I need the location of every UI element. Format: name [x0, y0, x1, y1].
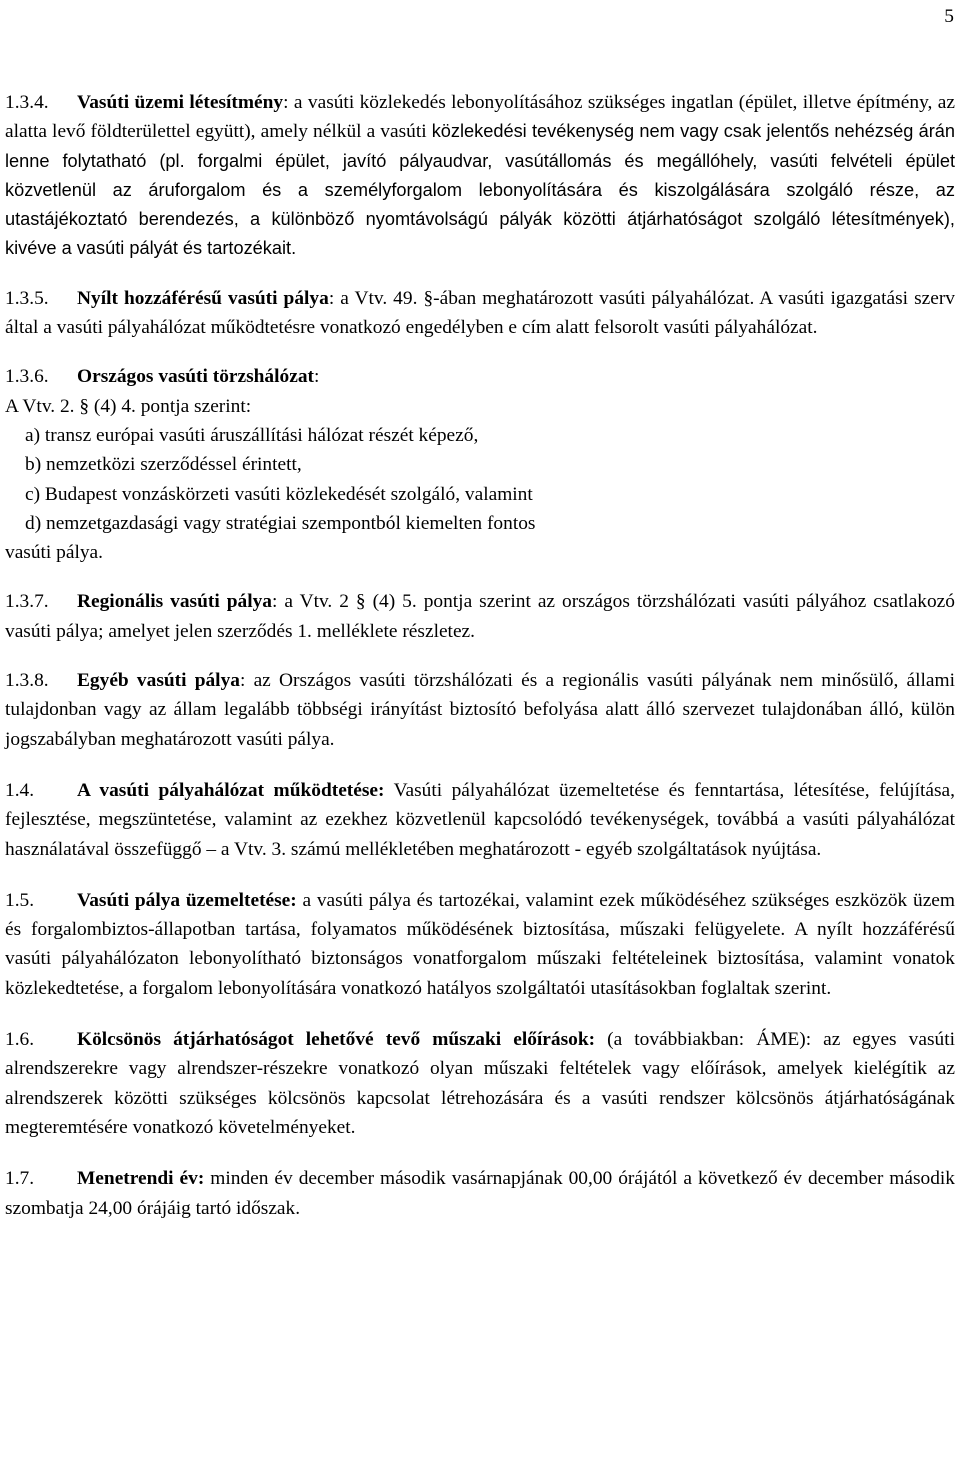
section-text: : az Országos vasúti törzshálózati és a regionális vasúti pályának nem minősülő, állami tulajdonban vagy az állam legalább többségi irányítást biztosító befolyása alatt álló szervezet tulajdonában álló, külön jogszabályban meghatározott vasúti pálya.: [5, 670, 956, 750]
section-1-3-7: [5, 587, 955, 646]
section-text-sans: közlekedési tevékenység nem vagy csak jelentős nehézség árán lenne folytatható (pl. forgalmi épület, javító pályaudvar, vasútállomás és megállóhely, vasúti felvételi épület közvetlenül az áruforgalom és a személyforgalom lebonyolítására és kiszolgálására szolgáló része, az utastájékoztató berendezés, a különböző nyomtávolságú pályák közötti átjárhatóságot szolgáló létesítmények), kivéve a vasúti pályát és tartozékait.: [5, 121, 955, 259]
section-1-3-4: [5, 88, 955, 264]
list-item: a) transz európai vasúti áruszállítási hálózat részét képező,: [25, 424, 479, 446]
section-outro: vasúti pálya.: [5, 542, 104, 564]
section-term: Regionális vasúti pálya: [77, 591, 272, 613]
section-text: : a vasúti közlekedés lebonyolításához szükséges ingatlan (épület, illetve építmény, az alatta levő földterülettel együtt), amely nélkül a vasúti: [5, 92, 955, 143]
section-term: Menetrendi év:: [77, 1168, 205, 1190]
section-1-5: [5, 886, 955, 1003]
section-1-3-8: [5, 666, 955, 754]
section-number: 1.4.: [5, 779, 35, 801]
section-number: 1.6.: [5, 1029, 35, 1051]
list-item: d) nemzetgazdasági vagy stratégiai szempontból kiemelten fontos: [25, 512, 536, 534]
section-1-3-6: [5, 362, 955, 567]
section-number: 1.5.: [5, 889, 35, 911]
section-number: 1.3.8.: [5, 670, 49, 692]
criteria-list: [5, 421, 955, 538]
list-item: b) nemzetközi szerződéssel érintett,: [25, 454, 302, 476]
section-text: : a Vtv. 2 § (4) 5. pontja szerint az országos törzshálózati vasúti pályához csatlakozó vasúti pálya; amelyet jelen szerződés 1. melléklete részletez.: [5, 591, 955, 642]
section-number: 1.3.7.: [5, 591, 49, 613]
section-1-6: [5, 1025, 955, 1142]
section-number: 1.3.4.: [5, 92, 49, 113]
list-item: c) Budapest vonzáskörzeti vasúti közlekedését szolgáló, valamint: [25, 483, 533, 505]
section-1-3-5: [5, 284, 955, 343]
page-number: 5: [944, 6, 954, 27]
section-term: Kölcsönös átjárhatóságot lehetővé tevő műszaki előírások:: [77, 1029, 596, 1051]
section-text: minden év december második vasárnapjának 00,00 órájától a következő év december második szombatja 24,00 órájáig tartó időszak.: [5, 1168, 955, 1219]
section-text: : a Vtv. 49. §-ában meghatározott vasúti pályahálózat. A vasúti igazgatási szerv által a vasúti pályahálózat működtetésre vonatkozó engedélyben e cím alatt felsorolt vasúti pályahálózat.: [5, 287, 955, 339]
section-number: 1.7.: [5, 1168, 35, 1190]
section-number: 1.3.5.: [5, 287, 49, 309]
section-intro: A Vtv. 2. § (4) 4. pontja szerint:: [5, 395, 252, 417]
section-colon: :: [313, 366, 320, 388]
section-term: Egyéb vasúti pálya: [77, 670, 240, 692]
section-term: A vasúti pályahálózat működtetése:: [77, 779, 385, 801]
section-term: Vasúti üzemi létesítmény: [77, 92, 284, 113]
section-1-7: [5, 1164, 955, 1223]
section-number: 1.3.6.: [5, 366, 49, 388]
section-term: Vasúti pálya üzemeltetése:: [77, 889, 297, 911]
section-text: (a továbbiakban: ÁME): az egyes vasúti alrendszerekre vagy alrendszer-részekre vonatkozó olyan műszaki feltételek vagy előírások, amelyek kielégítik az alrendszerek közötti szükséges kölcsönös kapcsolat létrehozására és a vasúti rendszer kölcsönös átjárhatóságának megteremtésére vonatkozó követelményeket.: [5, 1029, 955, 1138]
section-term: Nyílt hozzáférésű vasúti pálya: [77, 287, 329, 309]
section-1-4: [5, 776, 955, 864]
section-term: Országos vasúti törzshálózat: [77, 366, 314, 388]
section-text: a vasúti pálya és tartozékai, valamint ezek működéséhez szükséges eszközök üzem és forgalombiztos-állapotban tartása, folyamatos működésének biztosítása, műszaki felügyelete. A nyílt hozzáférésű vasúti pályahálózaton lebonyolítható biztonságos vonatforgalom műszaki feltételeinek biztosítása, valamint vonatok közlekedtetése, a forgalom lebonyolítására vonatkozó hatályos szolgáltatói utasításokban foglaltak szerint.: [5, 889, 955, 999]
section-text: Vasúti pályahálózat üzemeltetése és fenntartása, létesítése, felújítása, fejlesztése, megszüntetése, valamint az ezekhez közvetlenül kapcsolódó tevékenységek, továbbá a vasúti pályahálózat használatával összefüggő – a Vtv. 3. számú mellékletében meghatározott - egyéb szolgáltatások nyújtása.: [5, 779, 955, 860]
document-body: [5, 88, 955, 1223]
